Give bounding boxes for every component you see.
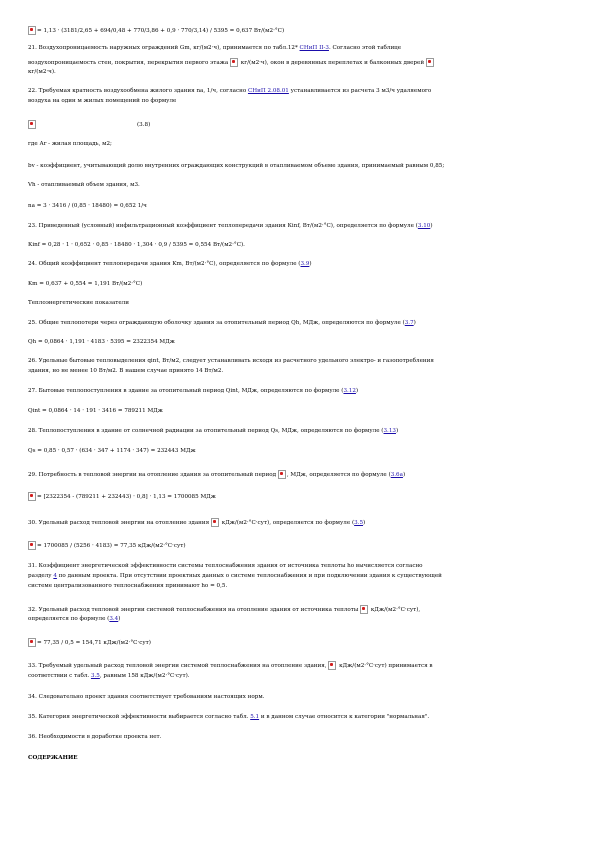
equation-qhdes-ho: = 77,35 / 0,5 = 154,71 кДж/(м2·°С·сут) (28, 638, 573, 647)
formula-3-10-link[interactable]: 3.10 (417, 223, 431, 229)
formula-3-4-link[interactable]: 3.4 (109, 616, 119, 622)
equation-qh: Qh = 0,0864 · 1,191 · 4183 · 5395 = 2322354 МДж (28, 339, 175, 345)
formula-3-6a-link[interactable]: 3.6а (390, 472, 403, 478)
definition-bv: bv - коэффициент, учитывающий долю внутренних ограждающих конструкций в отапливаемом объеме здания, принимаемый равным 0,85; (28, 163, 445, 169)
definition-vh: Vh - отапливаемый объем здания, м3. (28, 182, 140, 188)
snip-2-08-01-link[interactable]: СНиП 2.08.01 (247, 88, 289, 94)
contents-heading: СОДЕРЖАНИЕ (28, 755, 78, 761)
formula-line: = 1,13 · (3181/2,65 + 694/0,48 + 770/3,86 + 0,9 · 770/3,14) / 5395 = 0,637 Вт/(м2·°С) (28, 26, 573, 35)
paragraph-24: 24. Общий коэффициент теплопередачи здания Km, Вт/(м2·°С), определяется по формуле (3.9) (28, 261, 312, 267)
paragraph-30: 30. Удельный расход тепловой энергии на отопление здания кДж/(м2·°С·сут), определяется по формуле (3.5) (28, 520, 366, 526)
formula-3-12-link[interactable]: 3.12 (343, 388, 356, 394)
formula-image-icon (211, 518, 219, 527)
formula-image-icon (360, 605, 368, 614)
equation-qhy: = [2322354 - (789211 + 232443) · 0,8] · 1,13 = 1700085 МДж (28, 492, 573, 501)
formula-image-icon (28, 541, 36, 550)
paragraph-21-cont: воздухопроницаемость стен, покрытия, перекрытия первого этажа кг/(м2·ч), окон в деревянных переплетах и балконных дверей (28, 58, 573, 67)
table-3-5-link[interactable]: 3.5 (90, 673, 100, 679)
formula-image-icon (28, 26, 36, 35)
section-heading: Теплоэнергетические показатели (28, 300, 129, 306)
definition-ar: где Аr - жилая площадь, м2; (28, 141, 112, 147)
formula-3-13-link[interactable]: 3.13 (383, 428, 396, 434)
formula-image-icon (328, 661, 336, 670)
formula-image-icon (278, 470, 286, 479)
formula-3-9-link[interactable]: 3.9 (300, 261, 310, 267)
paragraph-26: 26. Удельные бытовые тепловыделения qint, Вт/м2, следует устанавливать исходя из расчетного удельного электро- и газопотребления (28, 358, 434, 364)
paragraph-32-cont: определяется по формуле (3.4) (28, 616, 121, 622)
paragraph-33-cont: соответствии с табл. 3.5, равным 158 кДж/(м2·°С·сут). (28, 673, 190, 679)
paragraph-33: 33. Требуемый удельный расход тепловой энергии системой теплоснабжения на отопление здания, кДж/(м2·°С·сут) принимается в (28, 663, 433, 669)
snip-ii-3-link[interactable]: СНиП II-3 (299, 45, 329, 51)
paragraph-32: 32. Удельный расход тепловой энергии системой теплоснабжения на отопление здания от источника теплоты кДж/(м2·°С·сут), (28, 607, 421, 613)
paragraph-27: 27. Бытовые теплопоступления в здание за отопительный период Qint, МДж, определяются по формуле (3.12) (28, 388, 359, 394)
paragraph-28: 28. Теплопоступления в здание от солнечной радиации за отопительный период Qs, МДж, определяются по формуле (3.13) (28, 428, 399, 434)
formula-3-7-link[interactable]: 3.7 (404, 320, 414, 326)
equation-qs: Qs = 0,85 · 0,57 · (634 · 347 + 1174 · 347) = 232443 МДж (28, 448, 196, 454)
paragraph-31-end: системе централизованного теплоснабжения принимают hо = 0,5. (28, 583, 228, 589)
paragraph-35: 35. Категория энергетической эффективности выбирается согласно табл. 5.1 и в данном случае относится к категории "нормальная". (28, 714, 430, 720)
paragraph-31: 31. Коэффициент энергетической эффективности системы теплоснабжения здания от источника теплоты hо вычисляется согласно (28, 563, 423, 569)
paragraph-31-cont: разделу 4 по данным проекта. При отсутствии проектных данных о системе теплоснабжения и при подключении здания к существующей (28, 573, 442, 579)
section-4-link[interactable]: 4 (53, 573, 57, 579)
equation-qint: Qint = 0,0864 · 14 · 191 · 3416 = 789211 МДж (28, 408, 163, 414)
equation-km: Km = 0,637 + 0,554 = 1,191 Вт/(м2·°С) (28, 281, 143, 287)
paragraph-21-end: кг/(м2·ч). (28, 69, 56, 75)
paragraph-26-cont: здания, но не менее 10 Вт/м2. В нашем случае принято 14 Вт/м2. (28, 368, 224, 374)
equation-qhdes: = 1700085 / (5256 · 4183) = 77,35 кДж/(м2·°С·сут) (28, 541, 573, 550)
equation-na: nа = 3 · 3416 / (0,85 · 18480) = 0,652 1/ч (28, 203, 147, 209)
paragraph-23: 23. Приведенный (условный) инфильтрационный коэффициент теплопередачи здания Кinf, Вт/(м2·°С), определяется по формуле (3.10) (28, 223, 433, 229)
equation-kinf: Кinf = 0,28 · 1 · 0,652 · 0,85 · 18480 · 1,304 · 0,9 / 5395 = 0,554 Вт/(м2·°С). (28, 242, 245, 248)
paragraph-21: 21. Воздухопроницаемость наружных ограждений Gm, кг/(м2·ч), принимается по табл.12* СНиП II-3. Согласно этой таблице (28, 45, 402, 51)
formula-3-5-link[interactable]: 3.5 (354, 520, 364, 526)
paragraph-22: 22. Требуемая кратность воздухообмена жилого здания nа, 1/ч, согласно СНиП 2.08.01 устанавливается из расчета 3 м3/ч удаляемого (28, 88, 432, 94)
paragraph-36: 36. Необходимости в доработке проекта нет. (28, 734, 162, 740)
formula-image-icon (230, 58, 238, 67)
formula-image-icon (28, 638, 36, 647)
paragraph-29: 29. Потребность в тепловой энергии на отопление здания за отопительный период , МДж, определяется по формуле (3.6а) (28, 472, 406, 478)
formula-image-icon (28, 492, 36, 501)
paragraph-25: 25. Общие теплопотери через ограждающую оболочку здания за отопительный период Qh, МДж, определяются по формуле (3.7) (28, 320, 416, 326)
formula-3-8: (3.8) (28, 120, 573, 129)
formula-image-icon (426, 58, 434, 67)
paragraph-22-cont: воздуха на один м жилых помещений по формуле (28, 98, 177, 104)
formula-image-icon (28, 120, 36, 129)
table-5-1-link[interactable]: 5.1 (250, 714, 260, 720)
paragraph-34: 34. Следовательно проект здания соответствует требованиям настоящих норм. (28, 694, 265, 700)
